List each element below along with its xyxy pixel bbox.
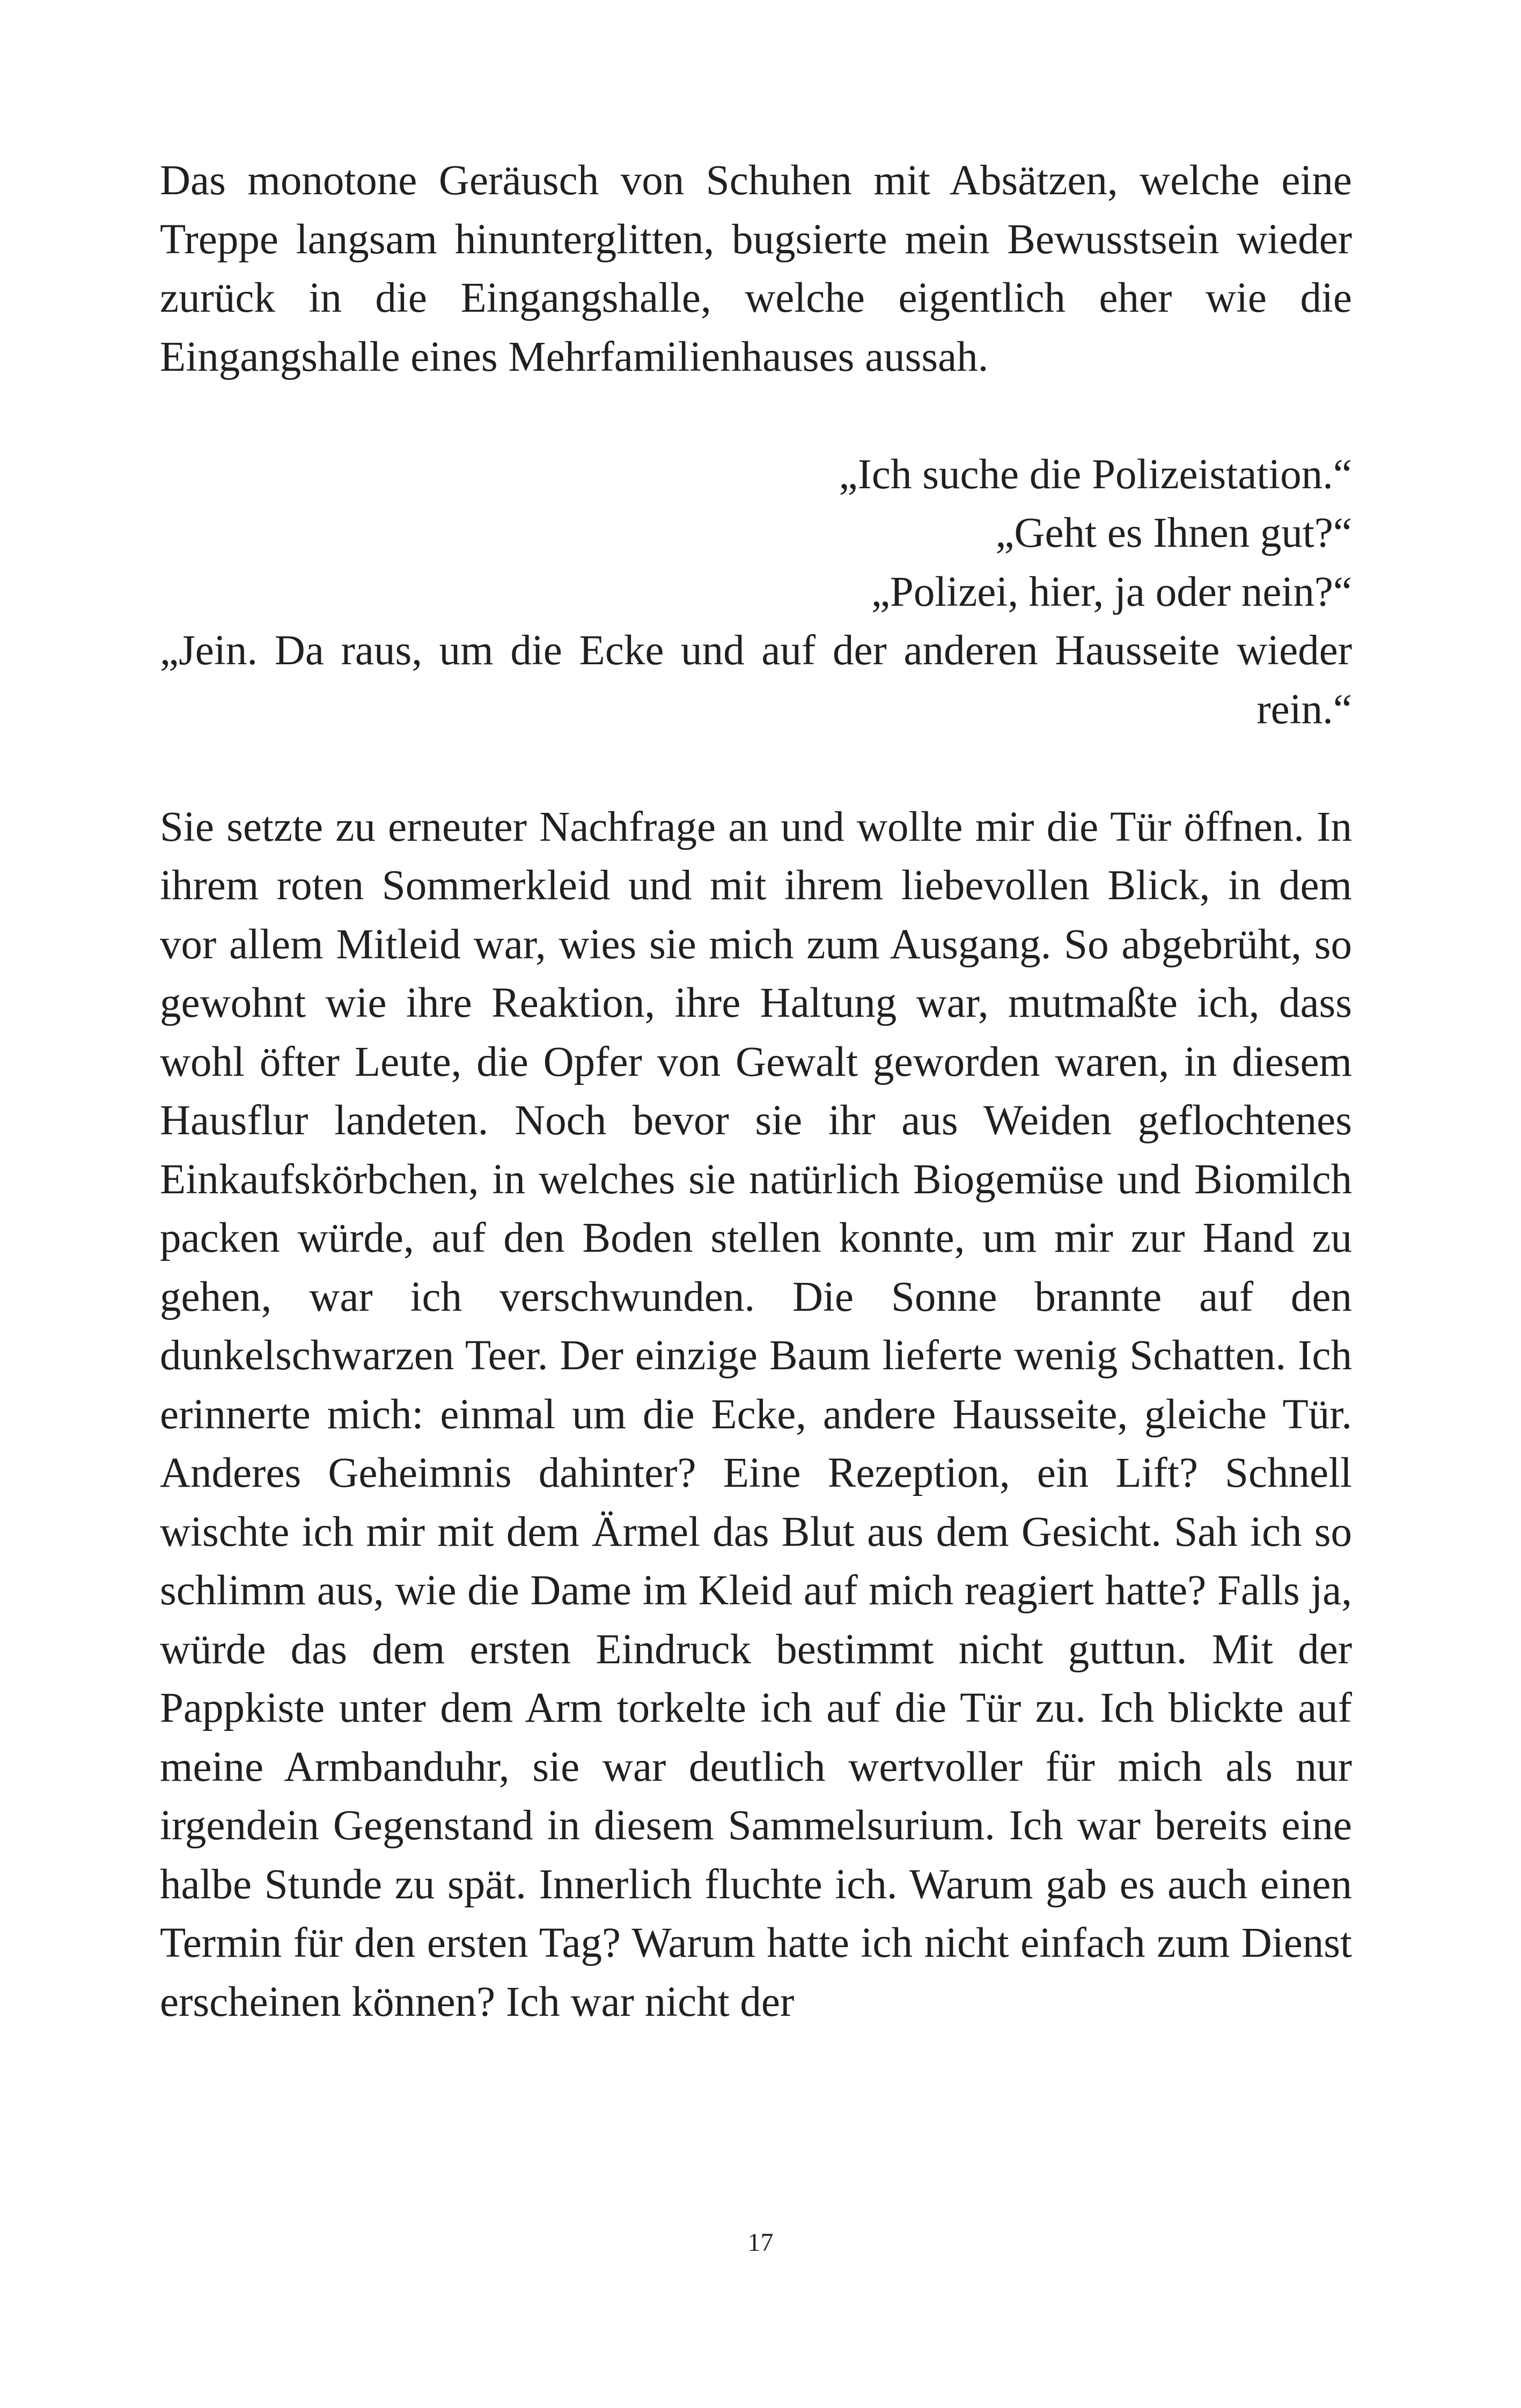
paragraph-second: Sie setzte zu erneuter Nachfrage an und wollte mir die Tür öffnen. In ihrem roten Sommerkleid und mit ihrem liebevollen Blick, in dem vor allem Mitleid war, wies sie mich zum Ausgang. So abgebrüht, so gewohnt wie ihre Reaktion, ihre Haltung war, mutmaßte ich, dass wohl öfter Leute, die Opfer von Gewalt geworden waren, in diesem Hausflur landeten. Noch bevor sie ihr aus Weiden geflochtenes Einkaufskörbchen, in welches sie natürlich Biogemüse und Biomilch packen würde, auf den Boden stellen konnte, um mir zur Hand zu gehen, war ich verschwunden. Die Sonne brannte auf den dunkelschwarzen Teer. Der einzige Baum lieferte wenig Schatten. Ich erinnerte mich: einmal um die Ecke, andere Hausseite, gleiche Tür. Anderes Geheimnis dahinter? Eine Rezeption, ein Lift? Schnell wischte ich mir mit dem Ärmel das Blut aus dem Gesicht. Sah ich so schlimm aus, wie die Dame im Kleid auf mich reagiert hatte? Falls ja, würde das dem ersten Eindruck bestimmt nicht guttun. Mit der Pappkiste unter dem Arm torkelte ich auf die Tür zu. Ich blickte auf meine Armbanduhr, sie war deutlich wertvoller für mich als nur irgendein Gegenstand in diesem Sammelsurium. Ich war bereits eine halbe Stunde zu spät. Innerlich fluchte ich. Warum gab es auch einen Termin für den ersten Tag? Warum hatte ich nicht einfach zum Dienst erscheinen können? Ich war nicht der [160, 803, 1352, 2025]
paragraph-first: Das monotone Geräusch von Schuhen mit Absätzen, welche eine Treppe langsam hinunterglitten, bugsierte mein Bewusstsein wieder zurück in die Eingangshalle, welche eigentlich eher wie die Eingangshalle eines Mehrfamilienhauses aussah. [160, 157, 1352, 380]
dialogue-line: „Jein. Da raus, um die Ecke und auf der anderen Hausseite wieder rein.“ [160, 627, 1352, 733]
dialogue-block [160, 445, 1352, 739]
body-text [160, 151, 1352, 2031]
dialogue-line: „Polizei, hier, ja oder nein?“ [871, 568, 1352, 615]
page-number: 17 [747, 2228, 774, 2257]
dialogue-line: „Geht es Ihnen gut?“ [995, 510, 1352, 556]
dialogue-line: „Ich suche die Polizeistation.“ [839, 451, 1352, 498]
